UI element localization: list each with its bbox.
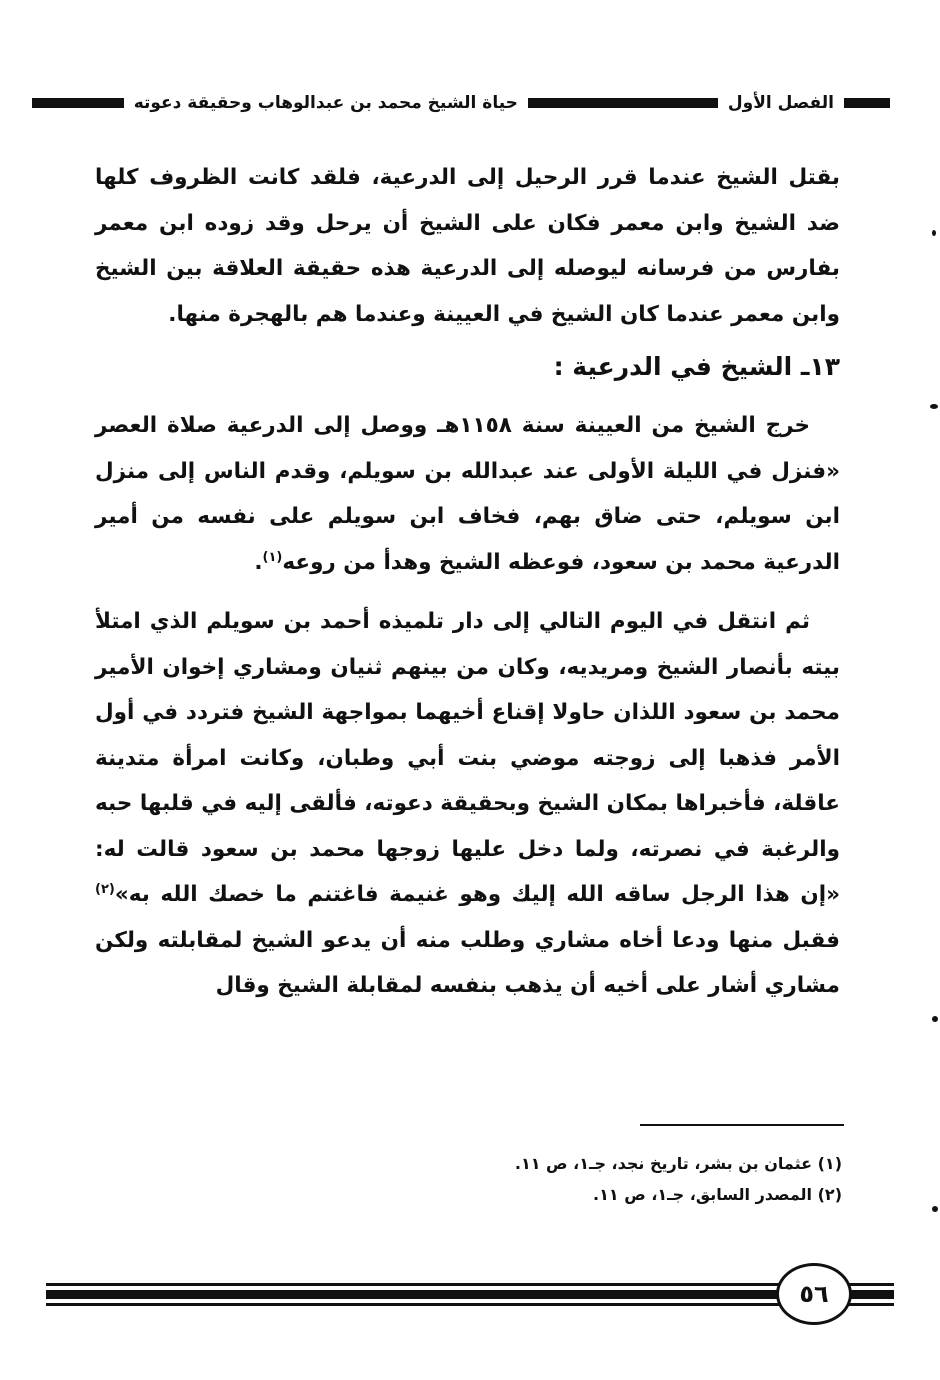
paragraph: بقتل الشيخ عندما قرر الرحيل إلى الدرعية، فلقد كانت الظروف كلها ضد الشيخ وابن معمر فكان على الشيخ أن يرحل وقد زوده ابن معمر بفارس من فرسانه ليوصله إلى الدرعية هذه حقيقة العلاقة بين الشيخ وابن معمر عندما كان الشيخ في العيينة وعندما هم بالهجرة منها. (95, 165, 840, 327)
paragraph-text: ثم انتقل في اليوم التالي إلى دار تلميذه أحمد بن سويلم الذي امتلأ بيته بأنصار الشيخ ومريديه، وكان من بينهم ثنيان ومشاري إخوان الأمير محمد بن سعود اللذان حاولا إقناع أخيهما بمواجهة الشيخ فتردد في أول الأمر فذهبا إلى زوجته موضي بنت أبي وطبان، وكانت امرأة متدينة عاقلة، فأخبراها بمكان الشيخ وبحقيقة دعوته، فألقى إليه في قلبها حبه والرغبة في نصرته، ولما دخل عليها زوجها محمد بن سعود قالت له: «إن هذا الرجل ساقه الله إليك وهو غنيمة فاغتنم ما خصك الله به» (95, 609, 840, 907)
footer-line (46, 1303, 894, 1306)
footnote-separator (640, 1124, 844, 1126)
paragraph-end: . (254, 549, 263, 575)
header-bar-left (32, 98, 124, 108)
chapter-label: الفصل الأول (727, 93, 834, 113)
footnote-1: (١) عثمان بن بشر، تاريخ نجد، جـ١، ص ١١. (514, 1154, 842, 1173)
header-bar-middle (528, 98, 718, 108)
footnote-2: (٢) المصدر السابق، جـ١، ص ١١. (593, 1185, 842, 1204)
footnotes (380, 1148, 842, 1210)
footer-line (46, 1283, 894, 1286)
footer-line (46, 1290, 894, 1299)
running-header (30, 88, 890, 118)
footer-rule (46, 1283, 894, 1313)
section-heading: ١٣ـ الشيخ في الدرعية : (553, 352, 840, 381)
paragraph (95, 403, 840, 585)
paragraph-text: خرج الشيخ من العيينة سنة ١١٥٨هـ ووصل إلى الدرعية صلاة العصر «فنزل في الليلة الأولى عند عبدالله بن سويلم، وقدم الناس إلى منزل ابن سويلم، حتى ضاق بهم، فخاف ابن سويلم على نفسه من أمير الدرعية محمد بن سعود، فوعظه الشيخ وهدأ من روعه (95, 413, 840, 575)
page-number: ٥٦ (776, 1263, 852, 1325)
scan-speck (932, 1016, 938, 1022)
paragraph (95, 599, 840, 1009)
scan-speck (932, 230, 936, 236)
scan-speck (930, 404, 938, 409)
body-text (95, 155, 840, 1009)
header-bar-right (844, 98, 890, 108)
footnote-ref[interactable]: (٢) (95, 881, 115, 897)
paragraph-end: فقبل منها ودعا أخاه مشاري وطلب منه أن يدعو الشيخ لمقابلته ولكن مشاري أشار على أخيه أن يذهب بنفسه لمقابلة الشيخ وقال (95, 927, 840, 998)
scan-speck (932, 1206, 938, 1212)
book-title: حياة الشيخ محمد بن عبدالوهاب وحقيقة دعوته (133, 93, 518, 113)
footnote-ref[interactable]: (١) (262, 549, 283, 565)
